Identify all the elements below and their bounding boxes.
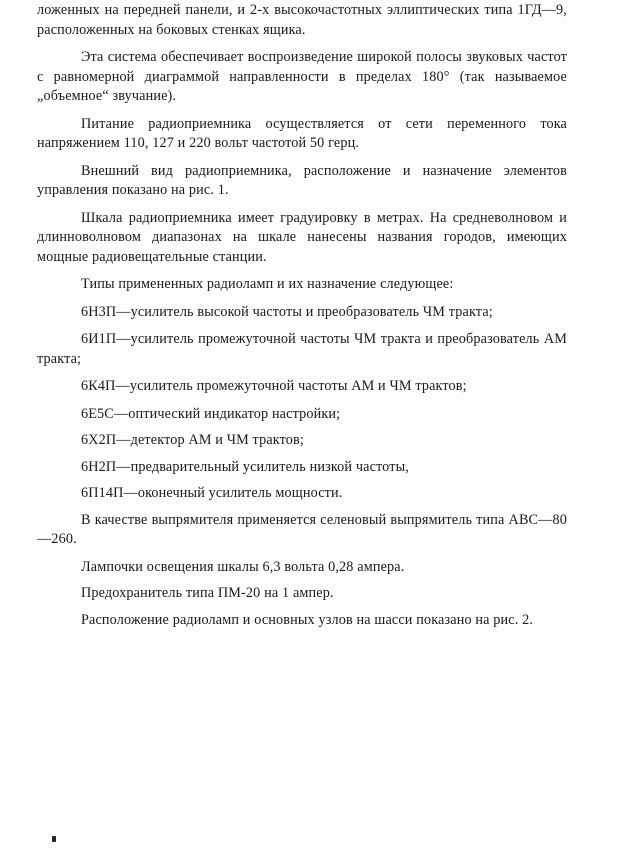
paragraph-fuse: Предохранитель типа ПМ-20 на 1 ампер. [81, 585, 334, 601]
list-item-tube-6i1p: 6И1П—усилитель промежуточной частоты ЧМ тракта и преобразователь АМ тракта; [37, 331, 567, 367]
list-item-tube-6p14p: 6П14П—оконечный усилитель мощности. [81, 485, 343, 501]
list-item-tube-6k4p: 6К4П—усилитель промежуточной частоты АМ и ЧМ трактов; [81, 378, 467, 394]
list-item-tube-6n2p: 6Н2П—предварительный усилитель низкой частоты, [81, 458, 409, 475]
list-item-tube-6n3p: 6Н3П—усилитель высокой частоты и преобразователь ЧМ тракта; [81, 303, 493, 320]
paragraph-appearance: Внешний вид радиоприемника, расположение и назначение элементов управления показано на рис. 1. [37, 162, 567, 198]
paragraph-speakers-continued: ложенных на передней панели, и 2-х высокочастотных эллиптических типа 1ГД—9, расположенных на боковых стенках ящика. [37, 2, 567, 38]
paragraph-tube-types-intro: Типы примененных радиоламп и их назначение следующее: [81, 276, 454, 292]
print-speck [52, 836, 56, 842]
list-item-tube-6e5s: 6Е5С—оптический индикатор настройки; [81, 405, 341, 422]
paragraph-sound-system: Эта система обеспечивает воспроизведение широкой полосы звуковых частот с равномерной диаграммой направленности в пределах 180° (так называемое „объемное“ звучание). [37, 49, 567, 104]
paragraph-rectifier: В качестве выпрямителя применяется селеновый выпрямитель типа АВС—80—260. [37, 511, 567, 547]
paragraph-chassis-layout: Расположение радиоламп и основных узлов на шасси показано на рис. 2. [81, 611, 534, 628]
paragraph-power-supply: Питание радиоприемника осуществляется от сети переменного тока напряжением 110, 127 и 220 вольт частотой 50 герц. [37, 115, 567, 151]
paragraph-scale-lamps: Лампочки освещения шкалы 6,3 вольта 0,28 ампера. [81, 558, 405, 575]
text-body [37, 1, 567, 638]
paragraph-scale: Шкала радиоприемника имеет градуировку в метрах. На средневолновом и длинноволновом диапазонах на шкале нанесены названия городов, имеющих мощные радиовещательные станции. [37, 209, 567, 265]
list-item-tube-6h2p: 6Х2П—детектор АМ и ЧМ трактов; [81, 432, 304, 448]
